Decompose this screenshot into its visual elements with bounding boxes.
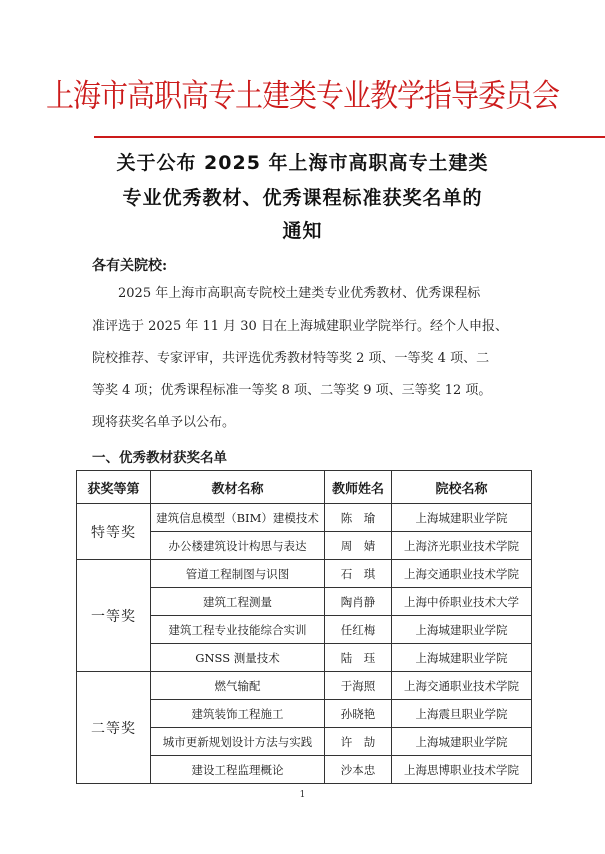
header-textbook-name: 教材名称 bbox=[151, 471, 325, 504]
body-line-1: 2025 年上海市高职高专院校土建类专业优秀教材、优秀课程标 bbox=[118, 286, 481, 301]
committee-header: 上海市高职高专土建类专业教学指导委员会 bbox=[45, 76, 559, 114]
textbook-name-cell: 办公楼建筑设计构思与表达 bbox=[151, 532, 325, 560]
teacher-name-cell: 陶肖静 bbox=[325, 588, 392, 616]
page-number: 1 bbox=[299, 790, 306, 800]
school-name-cell: 上海中侨职业技术大学 bbox=[392, 588, 532, 616]
document-title-line-1: 关于公布 2025 年上海市高职高专土建类 bbox=[116, 152, 489, 174]
award-level-cell: 二等奖 bbox=[77, 672, 151, 784]
school-name-cell: 上海城建职业学院 bbox=[392, 504, 532, 532]
document-title-line-2: 专业优秀教材、优秀课程标准获奖名单的 bbox=[122, 187, 483, 209]
table-row bbox=[77, 504, 532, 532]
award-table bbox=[76, 470, 532, 784]
textbook-name-cell: 建筑工程专业技能综合实训 bbox=[151, 616, 325, 644]
textbook-name-cell: 管道工程制图与识图 bbox=[151, 560, 325, 588]
header-divider bbox=[94, 136, 605, 138]
teacher-name-cell: 陈 瑜 bbox=[325, 504, 392, 532]
salutation: 各有关院校: bbox=[92, 258, 168, 274]
textbook-name-cell: 建筑信息模型（BIM）建模技术 bbox=[151, 504, 325, 532]
section-heading-textbooks: 一、优秀教材获奖名单 bbox=[92, 450, 227, 466]
teacher-name-cell: 于海照 bbox=[325, 672, 392, 700]
school-name-cell: 上海思博职业技术学院 bbox=[392, 756, 532, 784]
textbook-name-cell: 建设工程监理概论 bbox=[151, 756, 325, 784]
body-line-4: 等奖 4 项；优秀课程标准一等奖 8 项、二等奖 9 项、三等奖 12 项。 bbox=[92, 383, 492, 398]
textbook-name-cell: 城市更新规划设计方法与实践 bbox=[151, 728, 325, 756]
document-title-line-3: 通知 bbox=[282, 220, 323, 242]
award-level-cell: 一等奖 bbox=[77, 560, 151, 672]
table-row bbox=[77, 672, 532, 700]
teacher-name-cell: 周 婧 bbox=[325, 532, 392, 560]
teacher-name-cell: 任红梅 bbox=[325, 616, 392, 644]
teacher-name-cell: 孙晓艳 bbox=[325, 700, 392, 728]
body-line-2: 准评选于 2025 年 11 月 30 日在上海城建职业学院举行。经个人申报、 bbox=[92, 319, 508, 334]
school-name-cell: 上海城建职业学院 bbox=[392, 644, 532, 672]
teacher-name-cell: 石 琪 bbox=[325, 560, 392, 588]
school-name-cell: 上海交通职业技术学院 bbox=[392, 560, 532, 588]
header-teacher-name: 教师姓名 bbox=[325, 471, 392, 504]
textbook-name-cell: 建筑工程测量 bbox=[151, 588, 325, 616]
school-name-cell: 上海济光职业技术学院 bbox=[392, 532, 532, 560]
award-level-cell: 特等奖 bbox=[77, 504, 151, 560]
teacher-name-cell: 许 劼 bbox=[325, 728, 392, 756]
school-name-cell: 上海城建职业学院 bbox=[392, 616, 532, 644]
body-line-3: 院校推荐、专家评审，共评选优秀教材特等奖 2 项、一等奖 4 项、二 bbox=[92, 351, 490, 366]
body-line-5: 现将获奖名单予以公布。 bbox=[92, 415, 236, 430]
textbook-name-cell: 建筑装饰工程施工 bbox=[151, 700, 325, 728]
table-row bbox=[77, 560, 532, 588]
teacher-name-cell: 沙本忠 bbox=[325, 756, 392, 784]
school-name-cell: 上海震旦职业学院 bbox=[392, 700, 532, 728]
header-school-name: 院校名称 bbox=[392, 471, 532, 504]
textbook-name-cell: 燃气输配 bbox=[151, 672, 325, 700]
school-name-cell: 上海城建职业学院 bbox=[392, 728, 532, 756]
textbook-name-cell: GNSS 测量技术 bbox=[151, 644, 325, 672]
header-award-level: 获奖等第 bbox=[77, 471, 151, 504]
school-name-cell: 上海交通职业技术学院 bbox=[392, 672, 532, 700]
teacher-name-cell: 陆 珏 bbox=[325, 644, 392, 672]
table-header-row bbox=[77, 471, 532, 504]
